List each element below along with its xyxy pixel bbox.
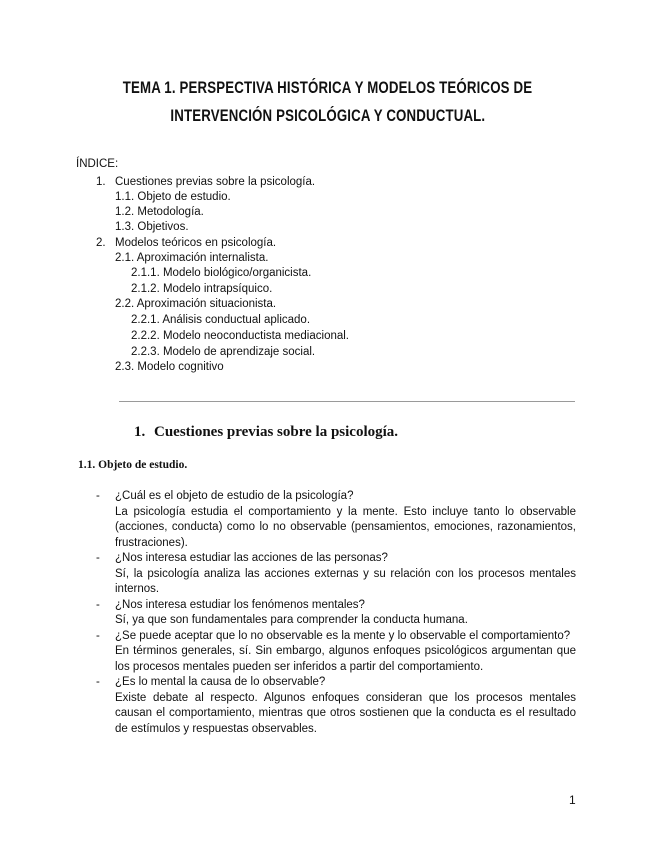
list-item: - ¿Nos interesa estudiar las acciones de las personas? Sí, la psicología analiza las acciones externas y su relación con los procesos mentales internos. <box>96 551 576 598</box>
question: ¿Es lo mental la causa de lo observable? <box>115 676 326 688</box>
index-label: ÍNDICE: <box>76 158 119 170</box>
list-item: - ¿Cuál es el objeto de estudio de la psicología? La psicología estudia el comportamiento y la mente. Esto incluye tanto lo observable (acciones, conducta) como lo no observable (pensamientos, emociones, razonamientos, frustraciones). <box>96 489 576 551</box>
list-item: - ¿Es lo mental la causa de lo observable? Existe debate al respecto. Algunos enfoques consideran que los procesos mentales causan el comportamiento, mientras que otros sostienen que la conducta es el resultado de estímulos y respuestas observables. <box>96 675 576 737</box>
question: ¿Nos interesa estudiar los fenómenos mentales? <box>115 598 365 611</box>
question: ¿Nos interesa estudiar las acciones de las personas? <box>115 552 388 564</box>
index-item: 2.1. Aproximación internalista. <box>115 252 269 264</box>
document-title-line-2: INTERVENCIÓN PSICOLÓGICA Y CONDUCTUAL. <box>170 106 485 125</box>
index-item: 2.3. Modelo cognitivo <box>115 361 224 373</box>
index-item: 2.2.2. Modelo neoconductista mediacional. <box>131 330 350 342</box>
subsection-heading: 1.1. Objeto de estudio. <box>78 459 188 471</box>
index-item: 2.1.1. Modelo biológico/organicista. <box>131 267 312 279</box>
answer: Sí, ya que son fundamentales para comprender la conducta humana. <box>115 614 468 626</box>
index-item: 2.1.2. Modelo intrapsíquico. <box>131 283 273 295</box>
answer: En términos generales, sí. Sin embargo, algunos enfoques psicológicos argumentan que los procesos mentales pueden ser inferidos a partir del comportamiento. <box>115 645 576 673</box>
index-item: 2.2. Aproximación situacionista. <box>115 298 277 310</box>
list-item: - ¿Se puede aceptar que lo no observable es la mente y lo observable el comportamiento? En términos generales, sí. Sin embargo, algunos enfoques psicológicos argumentan que los procesos mentales pueden ser inferidos a partir del comportamiento. <box>96 629 576 676</box>
index-item: 1.3. Objetivos. <box>115 221 189 233</box>
answer: Sí, la psicología analiza las acciones externas y su relación con los procesos mentales internos. <box>115 567 576 595</box>
index-item-number: 1. <box>96 176 106 188</box>
index-item: Modelos teóricos en psicología. <box>115 237 277 249</box>
index-item-number: 2. <box>96 237 106 249</box>
document-title-line-1: TEMA 1. PERSPECTIVA HISTÓRICA Y MODELOS TEÓRICOS DE <box>122 78 533 97</box>
section-heading: 1. Cuestiones previas sobre la psicología. <box>134 424 399 440</box>
list-item: - ¿Nos interesa estudiar los fenómenos mentales? Sí, ya que son fundamentales para comprender la conducta humana. <box>96 598 576 629</box>
question-list <box>96 489 576 737</box>
index-item: 1.1. Objeto de estudio. <box>115 191 231 203</box>
answer: La psicología estudia el comportamiento y la mente. Esto incluye tanto lo observable (acciones, conducta) como lo no observable (pensamientos, emociones, razonamientos, frustraciones). <box>115 505 576 549</box>
index-item: Cuestiones previas sobre la psicología. <box>115 176 316 188</box>
index-item: 2.2.3. Modelo de aprendizaje social. <box>131 346 316 358</box>
index-item: 2.2.1. Análisis conductual aplicado. <box>131 314 311 326</box>
answer: Existe debate al respecto. Algunos enfoques consideran que los procesos mentales causan el comportamiento, mientras que otros sostienen que la conducta es el resultado de estímulos y respuestas observables. <box>115 691 576 735</box>
horizontal-divider <box>119 401 575 402</box>
question: ¿Cuál es el objeto de estudio de la psicología? <box>115 490 354 502</box>
page-number: 1 <box>569 793 576 807</box>
index-item: 1.2. Metodología. <box>115 206 204 218</box>
question: ¿Se puede aceptar que lo no observable es la mente y lo observable el comportamiento? <box>115 629 571 642</box>
